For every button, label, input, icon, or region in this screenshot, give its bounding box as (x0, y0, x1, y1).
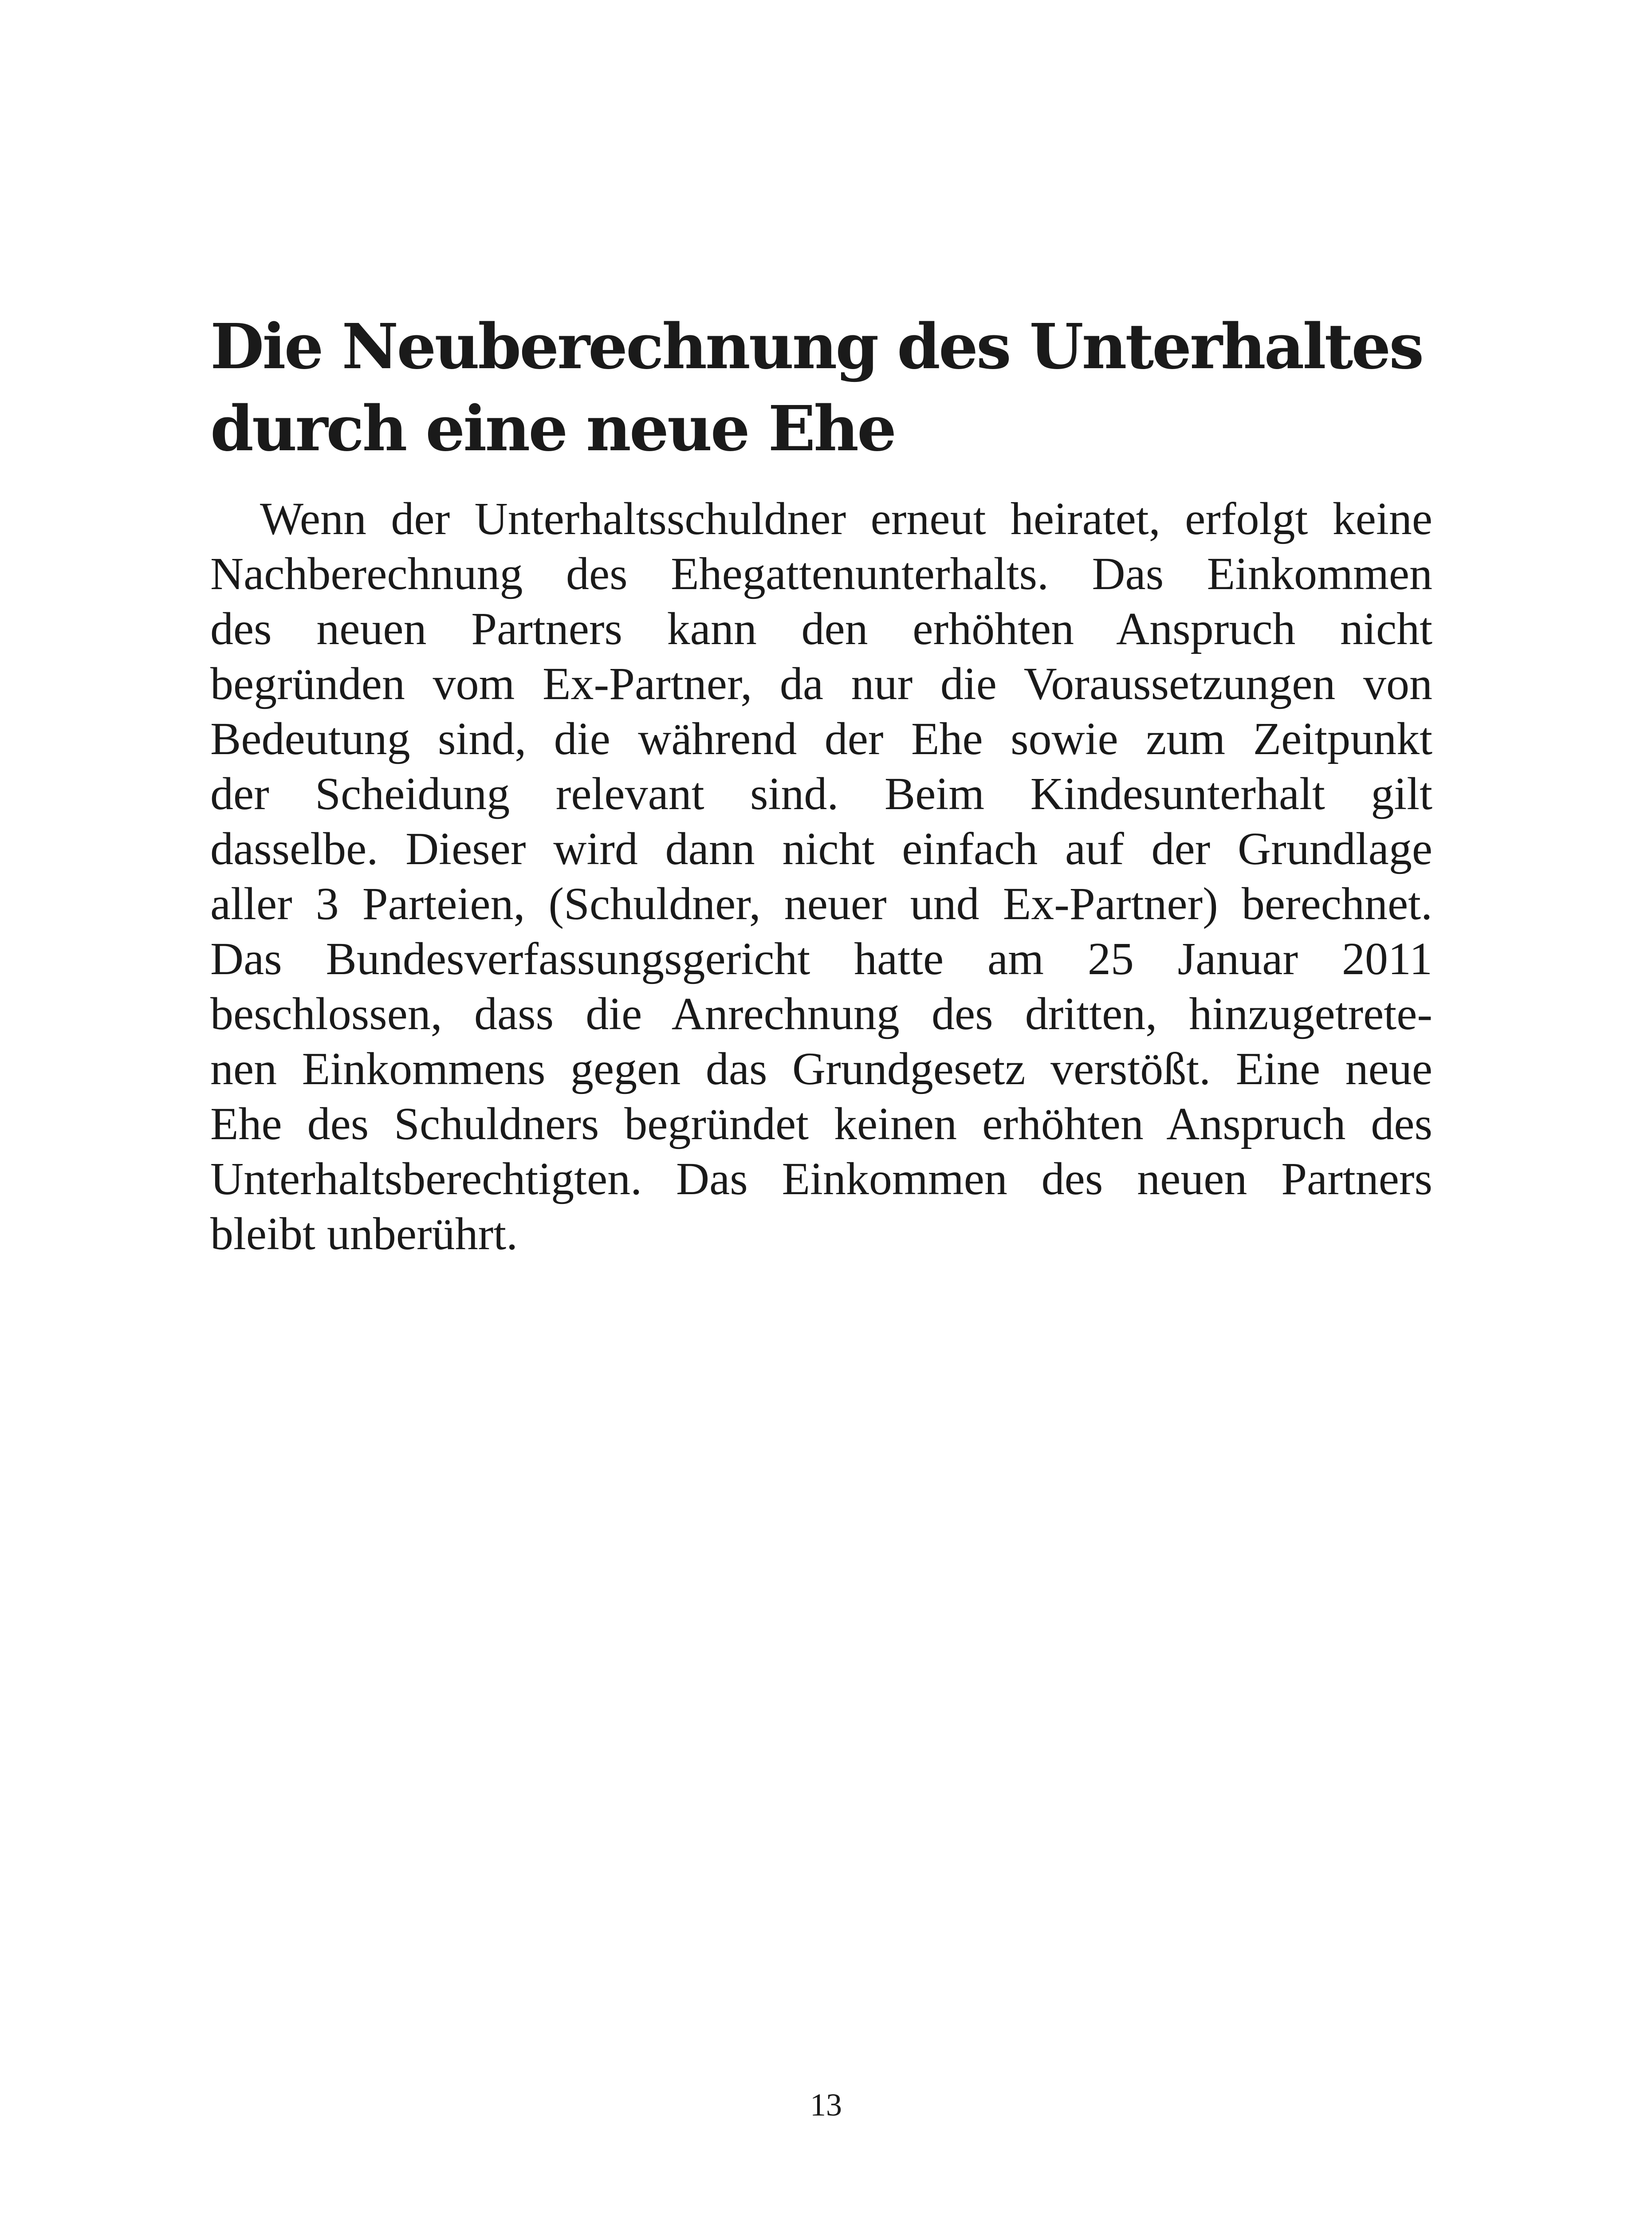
page-number: 13 (810, 2087, 842, 2123)
paragraph-line: Das Bundesverfassungsgericht hatte am 25 Januar 2011 (210, 933, 1432, 984)
paragraph-line: nen Einkommens gegen das Grundgesetz verstößt. Eine neue (210, 1043, 1432, 1094)
paragraph-line: beschlossen, dass die Anrechnung des dritten, hinzugetrete- (210, 988, 1432, 1039)
paragraph-line: Ehe des Schuldners begründet keinen erhöhten Anspruch des (210, 1098, 1432, 1149)
paragraph-line: begründen vom Ex-Partner, da nur die Voraussetzungen von (210, 658, 1432, 709)
paragraph-line: Nachberechnung des Ehegattenunterhalts. Das Einkommen (210, 548, 1432, 599)
chapter-heading-line-1: Die Neuberechnung des Unterhaltes (210, 311, 1423, 383)
paragraph-line: Unterhaltsberechtigten. Das Einkommen des neuen Partners (210, 1153, 1432, 1204)
paragraph-line: bleibt unberührt. (210, 1208, 518, 1259)
body-paragraph (210, 492, 1432, 1262)
paragraph-line: Bedeutung sind, die während der Ehe sowie zum Zeitpunkt (210, 713, 1432, 764)
paragraph-line: Wenn der Unterhaltsschuldner erneut heiratet, erfolgt keine (260, 493, 1432, 544)
paragraph-line: dasselbe. Dieser wird dann nicht einfach auf der Grundlage (210, 823, 1432, 874)
chapter-heading (210, 306, 1452, 470)
paragraph-line: aller 3 Parteien, (Schuldner, neuer und Ex-Partner) berechnet. (210, 878, 1432, 929)
chapter-heading-line-2: durch eine neue Ehe (210, 393, 895, 465)
paragraph-line: der Scheidung relevant sind. Beim Kindesunterhalt gilt (210, 768, 1432, 819)
paragraph-line: des neuen Partners kann den erhöhten Anspruch nicht (210, 603, 1432, 654)
